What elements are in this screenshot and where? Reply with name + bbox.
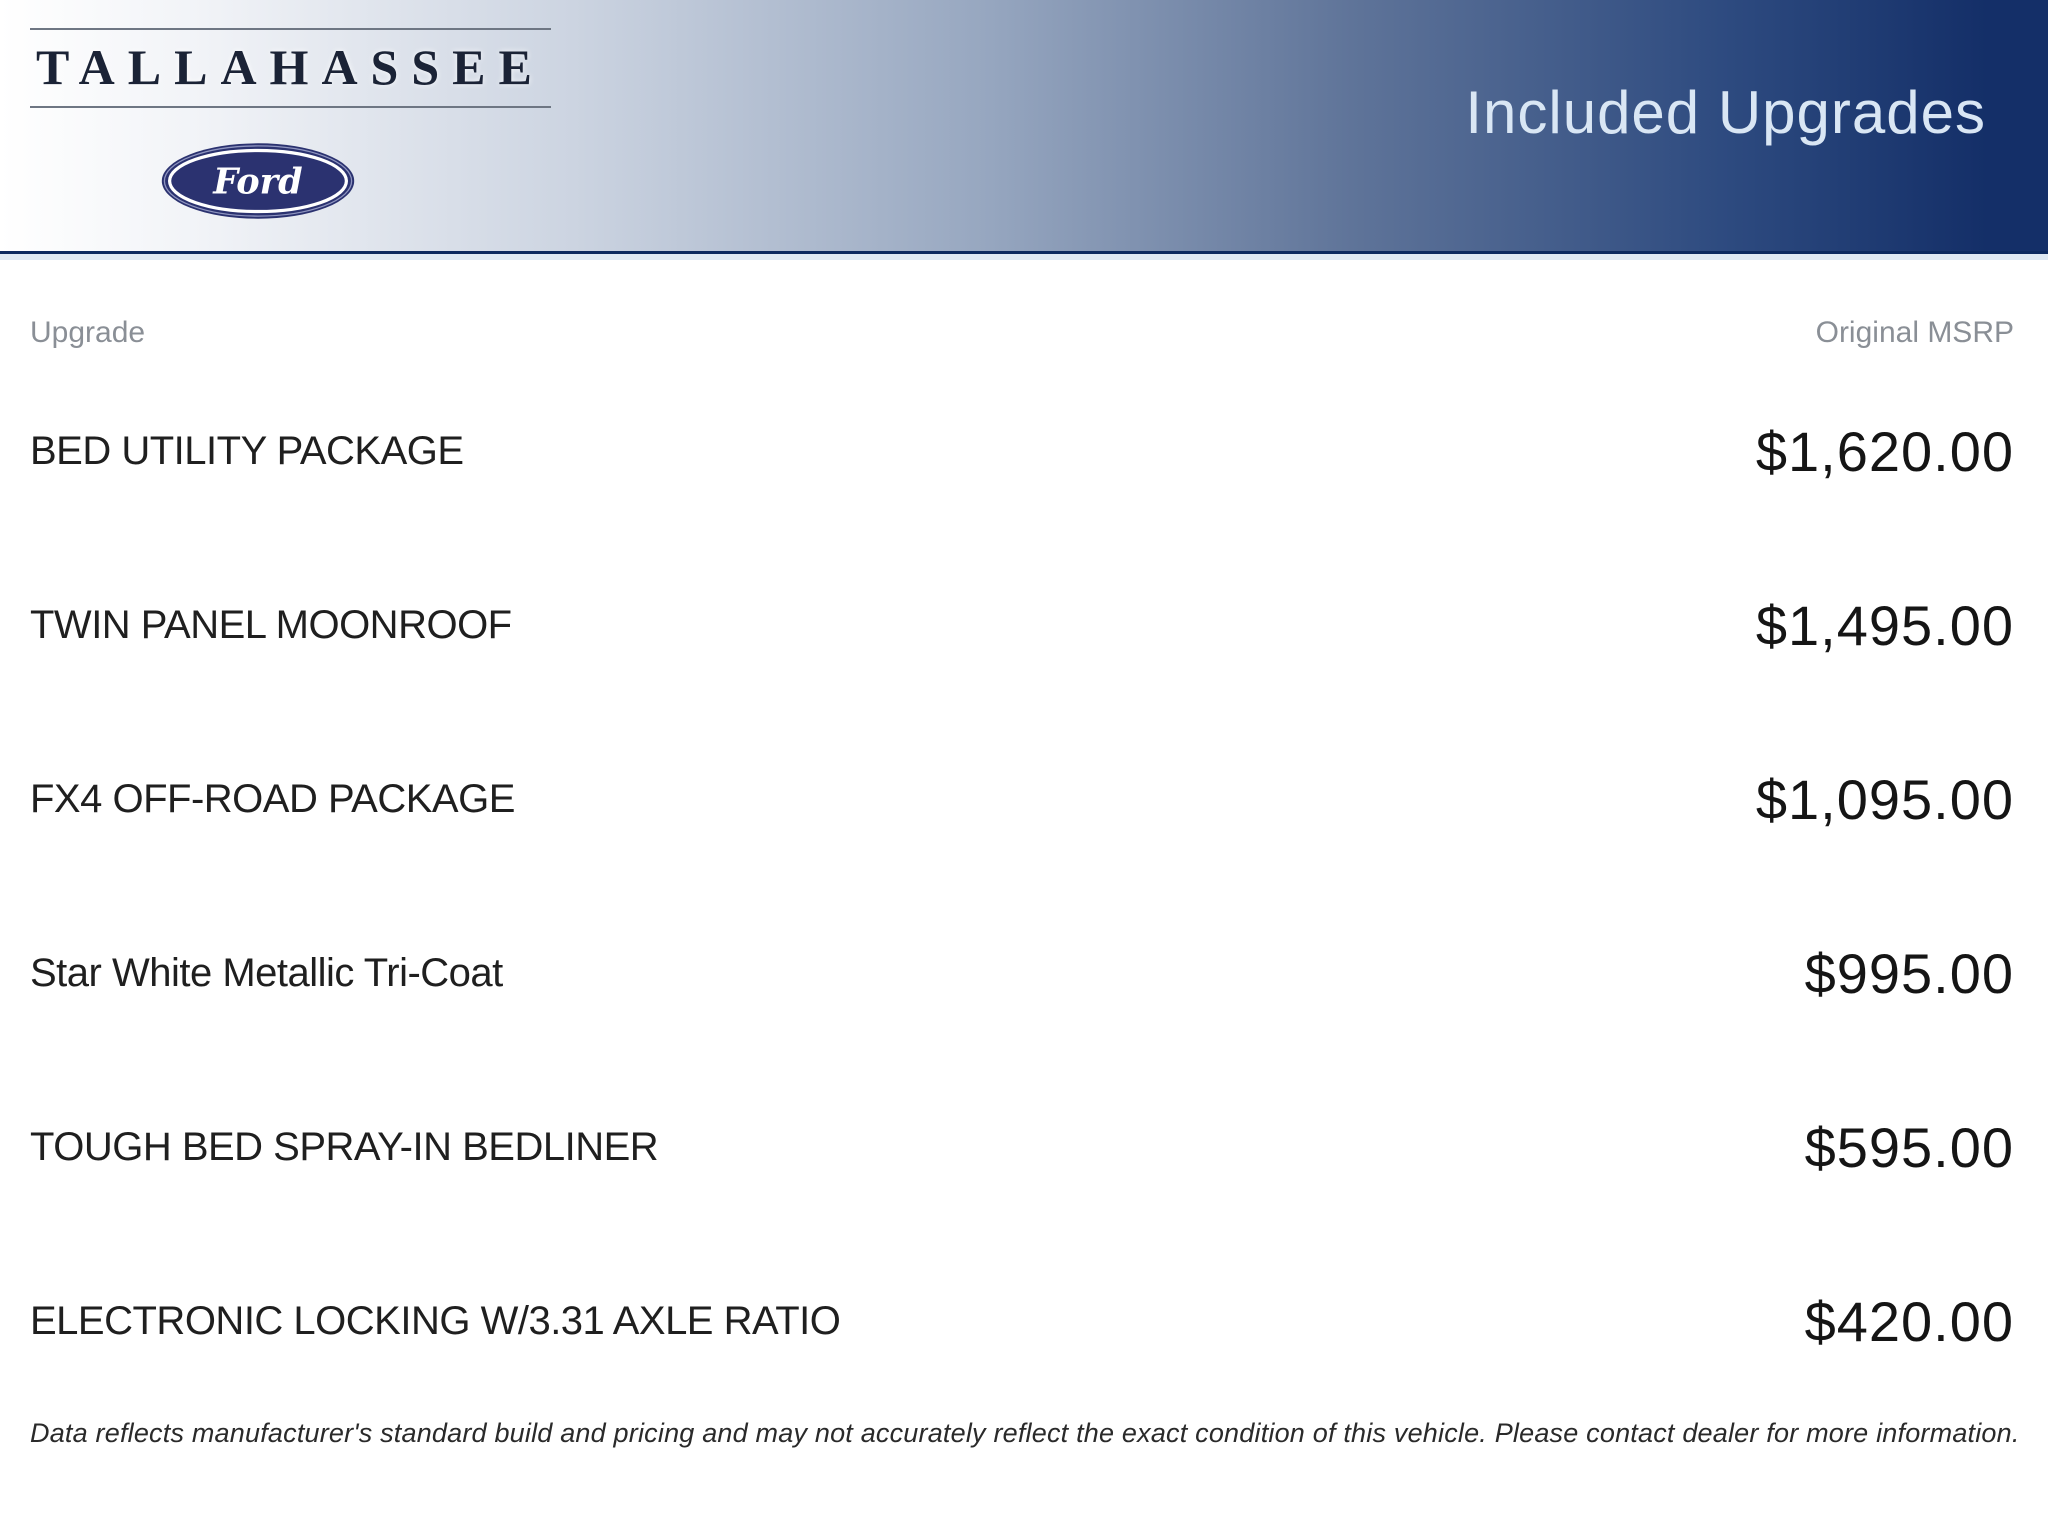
table-row [30,364,2014,538]
table-column-headers [30,316,2014,364]
table-row [30,886,2014,1060]
upgrade-name: BED UTILITY PACKAGE [30,428,464,473]
upgrade-msrp-value: $1,620.00 [1755,419,2014,483]
upgrade-msrp-value: $1,095.00 [1755,767,2014,831]
upgrade-name: TOUGH BED SPRAY-IN BEDLINER [30,1124,659,1169]
header-banner [0,0,2048,260]
upgrade-msrp-value: $1,495.00 [1755,593,2014,657]
upgrade-rows [30,364,2014,1408]
ford-logo-icon [160,142,356,220]
page-title: Included Upgrades [1465,79,1986,146]
upgrade-msrp-value: $420.00 [1804,1289,2014,1353]
dealer-wordmark: TALLAHASSEE [30,28,551,108]
table-row [30,1234,2014,1408]
upgrade-msrp-value: $995.00 [1804,941,2014,1005]
upgrades-table [30,316,2014,1408]
table-row [30,538,2014,712]
table-row [30,1060,2014,1234]
upgrade-name: Star White Metallic Tri-Coat [30,950,503,995]
upgrade-name: FX4 OFF-ROAD PACKAGE [30,776,515,821]
table-row [30,712,2014,886]
column-header-msrp: Original MSRP [1815,316,2014,349]
upgrade-name: TWIN PANEL MOONROOF [30,602,512,647]
column-header-upgrade: Upgrade [30,316,146,349]
dealer-logo [30,28,551,108]
upgrade-name: ELECTRONIC LOCKING W/3.31 AXLE RATIO [30,1298,841,1343]
svg-text:Ford: Ford [213,161,303,203]
upgrade-msrp-value: $595.00 [1804,1115,2014,1179]
disclaimer-text: Data reflects manufacturer's standard build and pricing and may not accurately reflect the exact condition of this vehicle. Please contact dealer for more information. [30,1418,2020,1448]
